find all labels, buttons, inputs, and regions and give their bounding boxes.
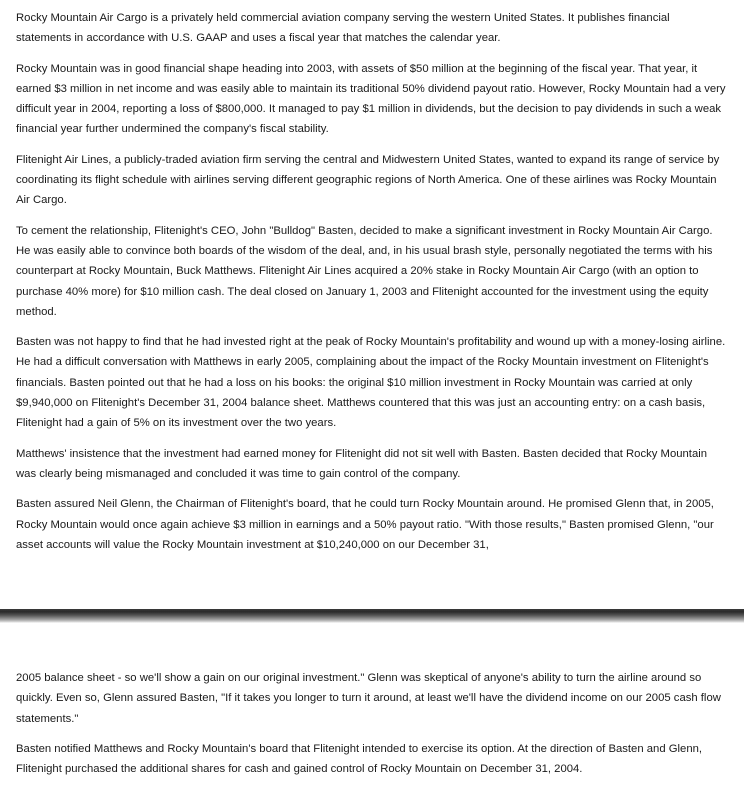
paragraph-financial-history: Rocky Mountain was in good financial shape heading into 2003, with assets of $50 million at the beginning of the fiscal year. That year, it earned $3 million in net income and was easily able to maintain its traditional 50% dividend payout ratio. However, Rocky Mountain had a very difficult year in 2004, reporting a loss of $800,000. It managed to pay $1 million in dividends, but the decision to pay dividends in such a weak financial year further undermined the company's fiscal stability. bbox=[16, 62, 726, 136]
paragraph-basten-glenn-promise: Basten assured Neil Glenn, the Chairman of Flitenight's board, that he could turn Rocky Mountain around. He promised Glenn that, in 2005, Rocky Mountain would once again achieve $3 million in earnings and a 50% payout ratio. "With those results," Basten promised Glenn, "our asset accounts will value the Rocky Mountain investment at $10,240,000 on our December 31, bbox=[16, 498, 714, 551]
paragraph-flitenight-intro: Flitenight Air Lines, a publicly-traded aviation firm serving the central and Midwestern United States, wanted to expand its range of service by coordinating its flight schedule with airlines serving different geographic regions of North America. One of these airlines was Rocky Mountain Air Cargo. bbox=[16, 153, 720, 207]
page-two bbox=[0, 668, 744, 789]
paragraph-option-exercised: Basten notified Matthews and Rocky Mountain's board that Flitenight intended to exercise its option. At the direction of Basten and Glenn, Flitenight purchased the additional shares for cash and gained control of Rocky Mountain on December 31, 2004. bbox=[16, 742, 703, 776]
paragraph-continued-promise: 2005 balance sheet - so we'll show a gain on our original investment." Glenn was skeptical of anyone's ability to turn the airline around so quickly. Even so, Glenn assured Basten, "If it takes you longer to turn it around, at least we'll have the dividend income on our 2005 cash flow statements." bbox=[16, 672, 721, 725]
page-one bbox=[0, 8, 744, 555]
paragraph-basten-matthews-conversation: Basten was not happy to find that he had invested right at the peak of Rocky Mountain's profitability and wound up with a money-losing airline. He had a difficult conversation with Matthews in early 2005, complaining about the impact of the Rocky Mountain investment on Flitenight's financials. Basten pointed out that he had a loss on his books: the original $10 million investment in Rocky Mountain was carried at only $9,940,000 on Flitenight's December 31, 2004 balance sheet. Matthews countered that this was just an accounting entry: on a cash basis, Flitenight had a gain of 5% on its investment over the two years. bbox=[16, 336, 726, 430]
paragraph-investment-deal: To cement the relationship, Flitenight's CEO, John "Bulldog" Basten, decided to make a significant investment in Rocky Mountain Air Cargo. He was easily able to convince both boards of the wisdom of the deal, and, in his usual brash style, personally negotiated the terms with his counterpart at Rocky Mountain, Buck Matthews. Flitenight Air Lines acquired a 20% stake in Rocky Mountain Air Cargo (with an option to purchase 40% more) for $10 million cash. The deal closed on January 1, 2003 and Flitenight accounted for the investment using the equity method. bbox=[16, 224, 713, 318]
paragraph-company-intro: Rocky Mountain Air Cargo is a privately held commercial aviation company serving the western United States. It publishes financial statements in accordance with U.S. GAAP and uses a fiscal year that matches the calendar year. bbox=[16, 12, 670, 45]
paragraph-basten-decision: Matthews' insistence that the investment had earned money for Flitenight did not sit well with Basten. Basten decided that Rocky Mountain was clearly being mismanaged and concluded it was time to gain control of the company. bbox=[16, 447, 708, 480]
page-break-divider bbox=[0, 609, 744, 623]
